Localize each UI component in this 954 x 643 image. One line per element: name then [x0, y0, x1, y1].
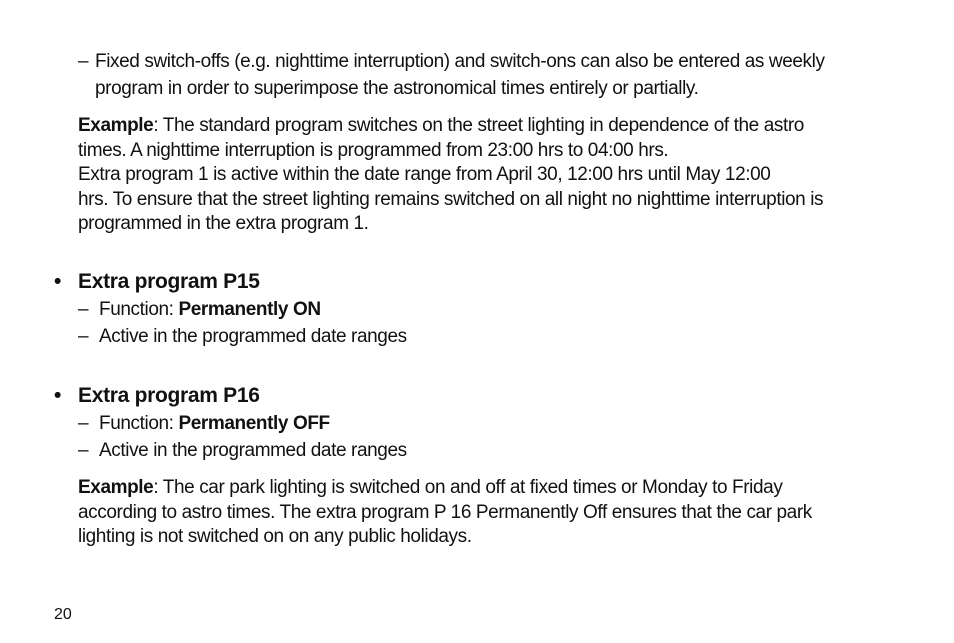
heading-extra-program-p16: Extra program P16 [78, 384, 260, 407]
p15-function-value: Permanently ON [178, 299, 321, 320]
example-2-line-2: according to astro times. The extra program P 16 Permanently Off ensures that the car park [78, 501, 812, 523]
example-2-line-1 [78, 476, 812, 501]
intro-list-item [78, 50, 825, 75]
example-1-line-2: times. A nighttime interruption is programmed from 23:00 hrs to 04:00 hrs. [78, 139, 669, 161]
dash-marker: – [78, 299, 89, 320]
intro-list-item-continued [95, 77, 699, 102]
p16-function-value: Permanently OFF [178, 413, 330, 434]
page-number: 20 [54, 606, 72, 623]
dash-marker: – [78, 51, 89, 72]
example-1-line-3: Extra program 1 is active within the date range from April 30, 12:00 hrs until May 12:00 [78, 164, 771, 185]
example-1-line-1-text: : The standard program switches on the street lighting in dependence of the astro [153, 115, 804, 136]
bullet-p15: • [54, 270, 61, 293]
example-paragraph-1 [78, 114, 823, 237]
p16-function-prefix: Function: [99, 413, 179, 434]
intro-line-2: program in order to superimpose the astronomical times entirely or partially. [95, 78, 699, 99]
example-label: Example [78, 477, 154, 498]
example-2-line-3: lighting is not switched on on any public holidays. [78, 526, 472, 547]
example-label: Example [78, 115, 154, 136]
p15-function-item [78, 298, 321, 323]
p15-active-item [78, 325, 407, 350]
dash-marker: – [78, 413, 89, 434]
example-1-line-5: programmed in the extra program 1. [78, 213, 369, 234]
example-paragraph-2 [78, 476, 812, 550]
p16-active-item [78, 439, 407, 464]
dash-marker: – [78, 326, 89, 347]
dash-marker: – [78, 440, 89, 461]
bullet-p16: • [54, 384, 61, 407]
p16-active-text: Active in the programmed date ranges [99, 440, 407, 461]
p15-function-prefix: Function: [99, 299, 179, 320]
example-2-line-1-text: : The car park lighting is switched on and off at fixed times or Monday to Friday [153, 477, 783, 498]
p15-active-text: Active in the programmed date ranges [99, 326, 407, 347]
example-1-line-1 [78, 114, 823, 139]
example-1-line-4: hrs. To ensure that the street lighting remains switched on all night no nighttime interruption is [78, 188, 824, 210]
p16-function-item [78, 412, 330, 437]
intro-line-1: Fixed switch-offs (e.g. nighttime interruption) and switch-ons can also be entered as weekly [95, 51, 825, 72]
heading-extra-program-p15: Extra program P15 [78, 270, 260, 293]
